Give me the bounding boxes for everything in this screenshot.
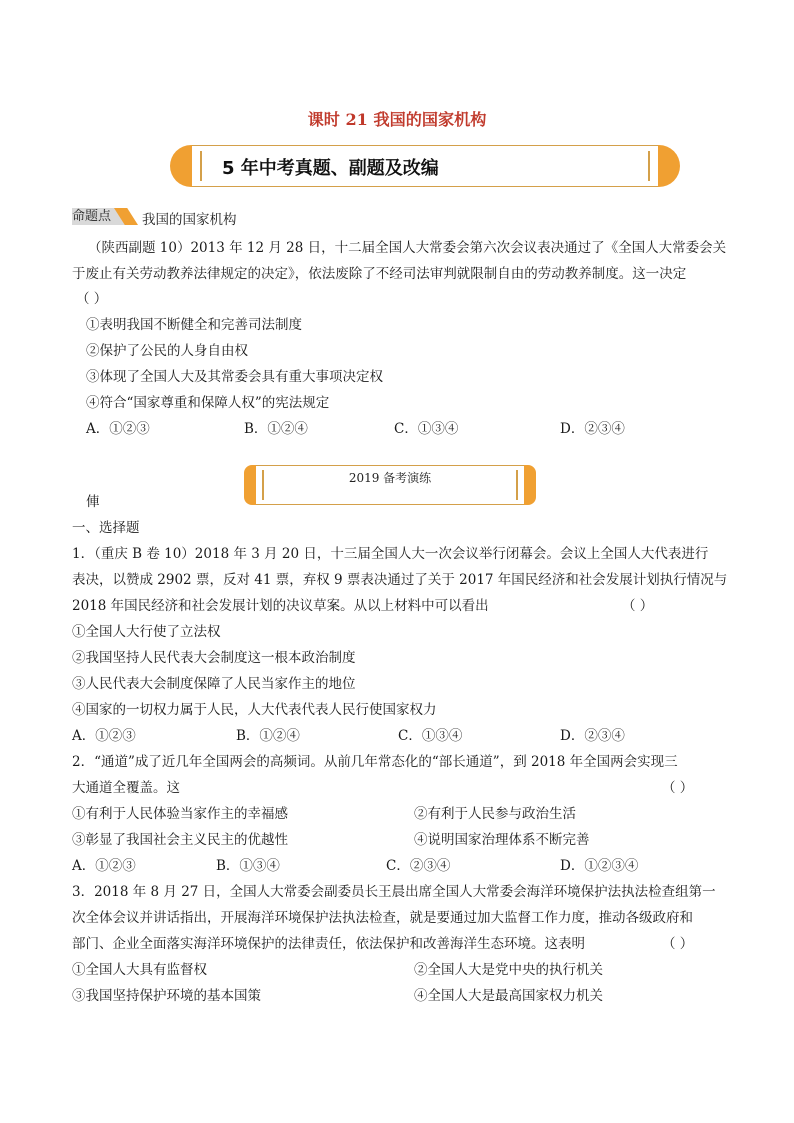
q2-item: ④说明国家治理体系不断完善 [414, 832, 590, 848]
q1-option-c: C．①③④ [398, 728, 463, 744]
q2-item: ③彰显了我国社会主义民主的优越性 [72, 832, 288, 848]
q1-line2: 表决，以赞成 2902 票，反对 41 票，弃权 9 票表决通过了关于 2017 年国民经济和社会发展计划执行情况与 [72, 572, 728, 588]
q0-item: ①表明我国不断健全和完善司法制度 [86, 317, 302, 333]
q2-option-d: D．①②③④ [560, 858, 639, 874]
q3-item: ②全国人大是党中央的执行机关 [414, 962, 603, 978]
q3-line3: 部门、企业全面落实海洋环境保护的法律责任，依法保护和改善海洋生态环境。这表明 [72, 936, 585, 952]
q1-item: ①全国人大行使了立法权 [72, 624, 221, 640]
q1-option-d: D．②③④ [560, 728, 625, 744]
stray-char: 俥 [86, 494, 100, 510]
q3-item: ①全国人大具有监督权 [72, 962, 207, 978]
q2-item: ②有利于人民参与政治生活 [414, 806, 576, 822]
topic-tag-label: 命题点 [72, 209, 112, 224]
q1-item: ④国家的一切权力属于人民，人大代表代表人民行使国家权力 [72, 702, 437, 718]
q2-line1: 2．“通道”成了近几年全国两会的高频词。从前几年常态化的“部长通道”，到 2018 年全国两会实现三 [72, 754, 678, 770]
q0-option-a: A．①②③ [86, 421, 150, 437]
q0-item: ②保护了公民的人身自由权 [86, 343, 248, 359]
q3-line1: 3．2018 年 8 月 27 日，全国人大常委会副委员长王晨出席全国人大常委会海洋环境保护法执法检查组第一 [72, 884, 716, 900]
q1-paren: （ ） [622, 598, 654, 614]
q0-item: ④符合“国家尊重和保障人权”的宪法规定 [86, 395, 330, 411]
q2-line2: 大通道全覆盖。这 [72, 780, 180, 796]
q2-item: ①有利于人民体验当家作主的幸福感 [72, 806, 288, 822]
section-heading: 一、选择题 [72, 520, 140, 536]
q1-option-a: A．①②③ [72, 728, 136, 744]
q1-item: ③人民代表大会制度保障了人民当家作主的地位 [72, 676, 356, 692]
q0-option-c: C．①③④ [394, 421, 459, 437]
q2-paren: （ ） [662, 780, 694, 796]
practice-banner-title: 2019 备考演练 [348, 471, 432, 485]
q0-paren: （ ） [76, 291, 108, 307]
topic-tag [72, 208, 138, 225]
q2-option-a: A．①②③ [72, 858, 136, 874]
q1-item: ②我国坚持人民代表大会制度这一根本政治制度 [72, 650, 356, 666]
q2-option-b: B．①③④ [216, 858, 280, 874]
q0-option-d: D．②③④ [560, 421, 625, 437]
q2-option-c: C．②③④ [386, 858, 451, 874]
q1-option-b: B．①②④ [236, 728, 300, 744]
topic-name: 我国的国家机构 [142, 212, 237, 228]
page-title: 课时 21 我国的国家机构 [307, 110, 487, 129]
q1-line1: 1．（重庆 B 卷 10）2018 年 3 月 20 日，十三届全国人大一次会议举行闭幕会。会议上全国人大代表进行 [72, 546, 709, 562]
practice-banner [244, 465, 536, 505]
q3-item: ④全国人大是最高国家权力机关 [414, 988, 603, 1004]
q3-line2: 次全体会议并讲话指出，开展海洋环境保护法执法检查，就是要通过加大监督工作力度，推动各级政府和 [72, 910, 693, 926]
q0-item: ③体现了全国人大及其常委会具有重大事项决定权 [86, 369, 383, 385]
banner-title: 5 年中考真题、副题及改编 [222, 158, 439, 179]
q1-line3: 2018 年国民经济和社会发展计划的决议草案。从以上材料中可以看出 [72, 598, 489, 614]
q0-line2: 于废止有关劳动教养法律规定的决定》，依法废除了不经司法审判就限制自由的劳动教养制度。这一决定 [72, 266, 687, 282]
q0-option-b: B．①②④ [244, 421, 308, 437]
q3-paren: （ ） [662, 936, 694, 952]
section-banner [170, 145, 680, 187]
q3-item: ③我国坚持保护环境的基本国策 [72, 988, 261, 1004]
q0-line1: （陕西副题 10）2013 年 12 月 28 日，十二届全国人大常委会第六次会议表决通过了《全国人大常委会关 [88, 240, 727, 256]
